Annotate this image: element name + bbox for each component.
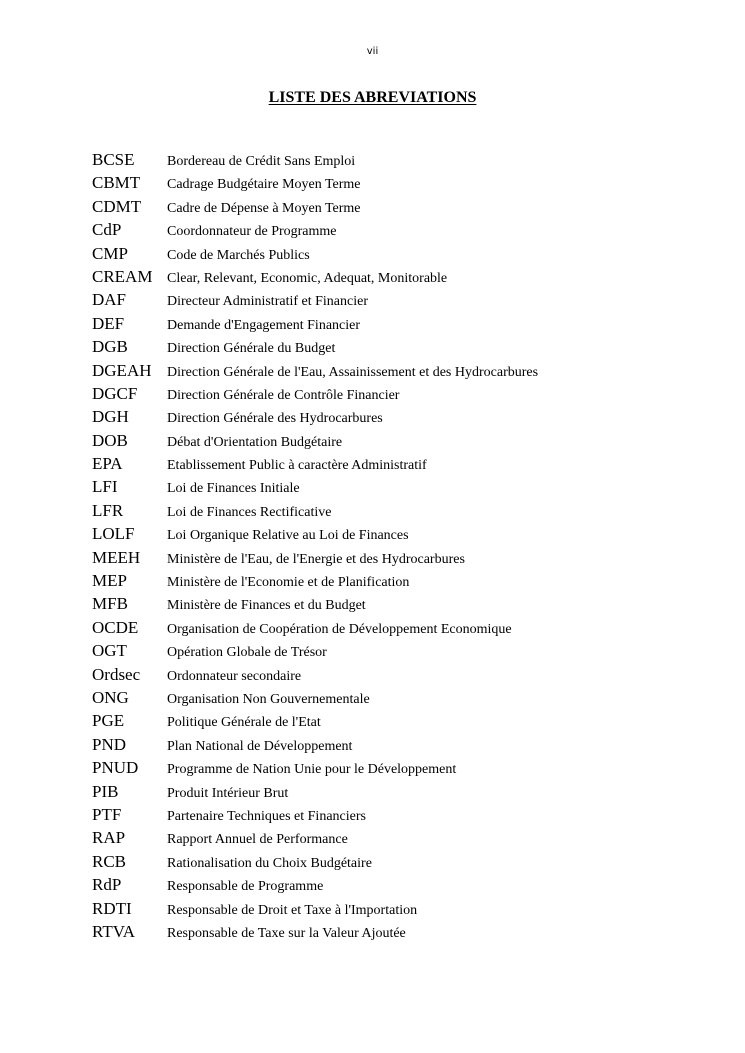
abbreviation-row	[92, 524, 692, 547]
abbreviation-row	[92, 875, 692, 898]
abbreviation-row	[92, 290, 692, 313]
abbreviation-code: ONG	[92, 687, 129, 707]
abbreviation-definition: Plan National de Développement	[167, 738, 353, 754]
abbreviation-row	[92, 477, 692, 500]
abbreviation-definition: Responsable de Droit et Taxe à l'Importation	[167, 902, 418, 918]
abbreviation-definition: Débat d'Orientation Budgétaire	[167, 434, 343, 450]
abbreviation-row	[92, 641, 692, 664]
abbreviation-code: BCSE	[92, 150, 135, 169]
abbreviation-definition: Loi de Finances Initiale	[167, 481, 300, 497]
abbreviation-code: RdP	[92, 875, 122, 895]
abbreviation-definition: Etablissement Public à caractère Administratif	[167, 458, 427, 474]
abbreviation-code: RTVA	[92, 921, 136, 941]
abbreviation-row	[92, 758, 692, 781]
abbreviation-definition: Directeur Administratif et Financier	[167, 294, 368, 310]
abbreviation-code: CDMT	[92, 196, 142, 216]
abbreviation-code: EPA	[92, 454, 123, 474]
abbreviation-code: CBMT	[92, 173, 141, 193]
abbreviation-row	[92, 711, 692, 734]
abbreviation-definition: Cadrage Budgétaire Moyen Terme	[167, 177, 361, 193]
abbreviation-row	[92, 618, 692, 641]
abbreviation-row	[92, 197, 692, 220]
page-number: vii	[366, 46, 379, 57]
abbreviation-row	[92, 361, 692, 384]
abbreviation-definition: Direction Générale des Hydrocarbures	[167, 411, 383, 427]
abbreviation-definition: Responsable de Programme	[167, 879, 324, 895]
abbreviation-definition: Programme de Nation Unie pour le Développement	[167, 762, 457, 778]
abbreviation-code: RDTI	[92, 898, 132, 918]
abbreviation-code: DGCF	[92, 383, 138, 403]
abbreviation-definition: Direction Générale de l'Eau, Assainissement et des Hydrocarbures	[167, 364, 539, 380]
page-title: LISTE DES ABREVIATIONS	[268, 89, 477, 106]
abbreviation-definition: Organisation de Coopération de Développement Economique	[167, 621, 512, 637]
abbreviation-definition: Responsable de Taxe sur la Valeur Ajoutée	[167, 925, 406, 941]
abbreviation-code: PND	[92, 734, 127, 754]
abbreviation-row	[92, 431, 692, 454]
abbreviation-code: MEP	[92, 571, 127, 591]
abbreviation-row	[92, 782, 692, 805]
abbreviation-definition: Direction Générale du Budget	[167, 341, 336, 357]
abbreviation-code: DGH	[92, 407, 129, 427]
abbreviation-row	[92, 665, 692, 688]
abbreviation-code: MFB	[92, 594, 128, 614]
abbreviation-row	[92, 407, 692, 430]
abbreviation-code: PIB	[92, 781, 119, 801]
abbreviation-row	[92, 220, 692, 243]
abbreviation-definition: Loi Organique Relative au Loi de Finances	[167, 528, 409, 544]
abbreviation-code: DGEAH	[92, 360, 152, 380]
abbreviation-definition: Coordonnateur de Programme	[167, 224, 337, 240]
abbreviation-definition: Clear, Relevant, Economic, Adequat, Monitorable	[167, 270, 448, 286]
abbreviation-list	[92, 150, 692, 945]
abbreviation-definition: Ministère de Finances et du Budget	[167, 598, 366, 614]
abbreviation-row	[92, 454, 692, 477]
abbreviation-code: OCDE	[92, 617, 139, 637]
abbreviation-definition: Bordereau de Crédit Sans Emploi	[167, 154, 356, 169]
abbreviation-row	[92, 688, 692, 711]
abbreviation-code: MEEH	[92, 547, 141, 567]
abbreviation-row	[92, 922, 692, 945]
abbreviation-row	[92, 337, 692, 360]
abbreviation-definition: Opération Globale de Trésor	[167, 645, 327, 661]
abbreviation-code: OGT	[92, 641, 127, 661]
abbreviation-code: DOB	[92, 430, 128, 450]
abbreviation-row	[92, 384, 692, 407]
abbreviation-definition: Ministère de l'Economie et de Planification	[167, 575, 410, 591]
abbreviation-row	[92, 735, 692, 758]
abbreviation-row	[92, 244, 692, 267]
abbreviation-code: CMP	[92, 243, 128, 263]
abbreviation-definition: Ordonnateur secondaire	[167, 668, 302, 684]
abbreviation-row	[92, 150, 692, 173]
abbreviation-code: LOLF	[92, 524, 135, 544]
abbreviation-code: PNUD	[92, 758, 139, 778]
abbreviation-code: LFI	[92, 477, 118, 497]
abbreviation-code: DGB	[92, 337, 128, 357]
abbreviation-code: Ordsec	[92, 664, 141, 684]
abbreviation-row	[92, 267, 692, 290]
abbreviation-row	[92, 852, 692, 875]
abbreviation-row	[92, 571, 692, 594]
abbreviation-row	[92, 828, 692, 851]
abbreviation-definition: Partenaire Techniques et Financiers	[167, 808, 366, 824]
abbreviation-definition: Demande d'Engagement Financier	[167, 317, 361, 333]
abbreviation-definition: Loi de Finances Rectificative	[167, 504, 332, 520]
abbreviation-definition: Code de Marchés Publics	[167, 247, 310, 263]
abbreviation-row	[92, 501, 692, 524]
abbreviation-row	[92, 314, 692, 337]
abbreviation-definition: Direction Générale de Contrôle Financier	[167, 387, 400, 403]
abbreviation-code: CREAM	[92, 266, 153, 286]
abbreviation-code: LFR	[92, 500, 124, 520]
abbreviation-code: DAF	[92, 290, 127, 310]
abbreviation-row	[92, 899, 692, 922]
abbreviation-row	[92, 173, 692, 196]
abbreviation-definition: Ministère de l'Eau, de l'Energie et des Hydrocarbures	[167, 551, 465, 567]
abbreviation-code: CdP	[92, 220, 122, 240]
abbreviation-code: PGE	[92, 711, 125, 731]
abbreviation-definition: Organisation Non Gouvernementale	[167, 691, 370, 707]
abbreviation-code: RCB	[92, 851, 127, 871]
abbreviation-code: PTF	[92, 804, 122, 824]
abbreviation-row	[92, 805, 692, 828]
abbreviation-definition: Politique Générale de l'Etat	[167, 715, 321, 731]
abbreviation-row	[92, 594, 692, 617]
abbreviation-code: DEF	[92, 313, 125, 333]
abbreviation-definition: Rapport Annuel de Performance	[167, 832, 348, 848]
abbreviation-definition: Cadre de Dépense à Moyen Terme	[167, 200, 361, 216]
abbreviation-code: RAP	[92, 828, 126, 848]
abbreviation-row	[92, 548, 692, 571]
abbreviation-definition: Rationalisation du Choix Budgétaire	[167, 855, 372, 871]
abbreviation-definition: Produit Intérieur Brut	[167, 785, 289, 801]
